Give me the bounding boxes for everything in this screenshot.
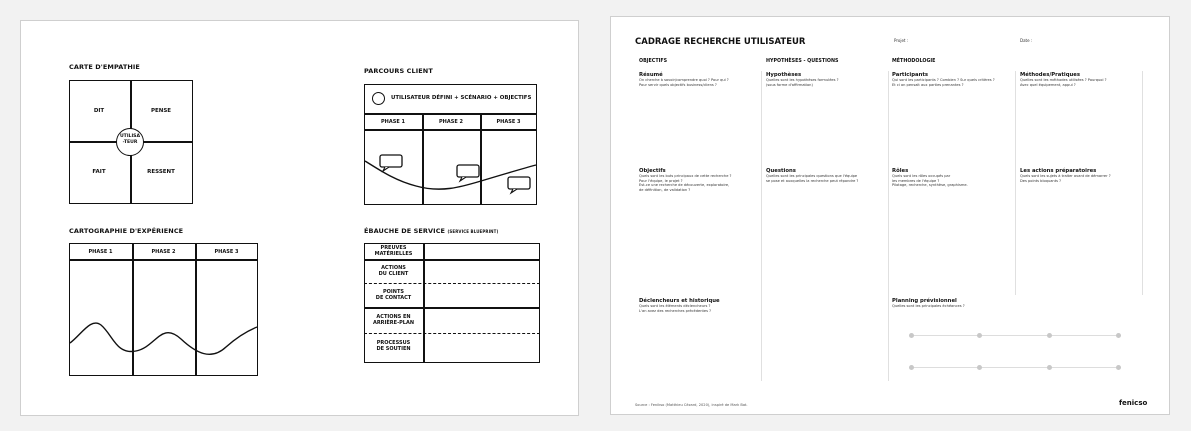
desc-line: Et ci on pensait aux parties prenantes ? (892, 82, 964, 87)
journey-title: PARCOURS CLIENT (364, 67, 433, 75)
row-label-line: DE SOUTIEN (376, 346, 411, 352)
section-participants (892, 72, 1012, 87)
empathy-pense: PENSE (150, 108, 172, 114)
row-label-line: DE CONTACT (375, 295, 412, 301)
desc-line: Des points bloquants ? (1020, 178, 1062, 183)
blueprint-row-backstage (364, 314, 423, 326)
section-desc (639, 304, 759, 313)
milestone-dot (909, 365, 914, 370)
desc-line: Qui sont les participants ? Combien ? Sur quels critères ? (892, 78, 995, 82)
row-label-line: DU CLIENT (378, 271, 409, 277)
grid-line (1015, 71, 1016, 295)
section-desc (766, 174, 886, 183)
desc-line: Avec quel équipement, appui ? (1020, 82, 1076, 87)
milestone-dot (1047, 333, 1052, 338)
column-methodologie: MÉTHODOLOGIE (892, 59, 936, 64)
section-title: Les actions préparatoires (1020, 168, 1097, 174)
desc-line: se pose et auxquelles la recherche peut répondre ? (766, 178, 859, 183)
experience-map-title: CARTOGRAPHIE D'EXPÉRIENCE (69, 227, 184, 235)
desc-line: Quelles sont les hypothèses formulées ? (766, 78, 839, 82)
section-desc (892, 78, 1012, 87)
section-title: Résumé (639, 72, 663, 78)
section-desc (1020, 174, 1145, 183)
section-actions (1020, 168, 1145, 183)
blueprint-row-support (364, 340, 423, 352)
section-desc (639, 174, 759, 192)
grid-line (761, 71, 762, 381)
section-declencheurs (639, 298, 759, 313)
blueprint-title-main: ÉBAUCHE DE SERVICE (364, 227, 446, 235)
section-desc (1020, 78, 1145, 87)
empathy-ressent: RESSENT (147, 169, 175, 175)
blueprint-row-physical-evidence (364, 245, 423, 257)
section-title: Questions (766, 168, 796, 174)
milestone-dot (977, 333, 982, 338)
section-methodes (1020, 72, 1145, 87)
desc-line: Quelles sont les principales questions que l'équipe (766, 174, 858, 178)
section-desc (639, 78, 759, 87)
section-objectifs (639, 168, 759, 192)
section-title: Participants (892, 72, 929, 78)
milestone-dot (977, 365, 982, 370)
journey-phase-2: PHASE 2 (439, 119, 463, 125)
desc-line: les membres de l'équipe ? (892, 178, 940, 183)
center-label-line-1: UTILISA (119, 134, 141, 139)
blueprint-row-touchpoints (364, 289, 423, 301)
blueprint-title-small: (SERVICE BLUEPRINT) (447, 229, 499, 234)
grid-line (888, 71, 889, 381)
desc-line: Quels sont les sujets à traiter avant de démarrer ? (1020, 174, 1111, 178)
blueprint-line-of-internal-interaction (364, 333, 540, 334)
milestone-dot (1116, 333, 1121, 338)
journey-header: UTILISATEUR DÉFINI + SCÉNARIO + OBJECTIFS (391, 95, 532, 101)
blueprint-title (364, 227, 498, 235)
desc-line: L'an avez des recherches précédentes ? (639, 308, 712, 313)
desc-line: Pour l'équipe, le projet ? (639, 178, 683, 183)
desc-line: Quelles sont les méthodes utilisées ? Pourquoi ? (1020, 78, 1107, 82)
row-label-line: ACTIONS EN (376, 314, 411, 320)
blueprint-row-customer-actions (364, 265, 423, 277)
section-title: Méthodes/Pratiques (1020, 72, 1081, 78)
row-label-line: ACTIONS (381, 265, 406, 271)
empathy-fait: FAIT (92, 169, 106, 175)
journey-phase-1: PHASE 1 (381, 119, 405, 125)
desc-line: Pilotage, recherche, synthèse, graphisme. (892, 183, 968, 188)
empathy-dit: DIT (93, 108, 105, 114)
desc-line: Quels sont les rôles occupés par (892, 174, 951, 178)
blueprint-label-divider (423, 243, 425, 363)
section-title: Hypothèses (766, 72, 802, 78)
research-framing-sheet (610, 16, 1170, 415)
row-label-line: ARRIÈRE-PLAN (372, 320, 415, 326)
desc-line: Quels sont les éléments déclencheurs ? (639, 304, 711, 308)
milestone-dot (1047, 365, 1052, 370)
column-objectifs: OBJECTIFS (639, 59, 668, 64)
row-label-line: MATÉRIELLES (374, 251, 413, 257)
row-label-line: POINTS (383, 289, 404, 295)
timeline-line-2 (913, 367, 1121, 368)
projet-field: Projet : (894, 38, 909, 43)
experience-phase-2: PHASE 2 (151, 249, 176, 255)
center-label-line-2: -TEUR (122, 139, 138, 145)
section-desc (892, 304, 1012, 309)
blueprint-line-of-interaction (364, 283, 540, 284)
desc-line: Quelles sont les principales échéances ? (892, 304, 965, 308)
blueprint-line-of-visibility (364, 307, 540, 309)
desc-line: de définition, de validation ? (639, 187, 691, 192)
section-title: Déclencheurs et historique (639, 298, 720, 304)
section-desc (892, 174, 1012, 188)
column-hypotheses: HYPOTHÈSES - QUESTIONS (766, 59, 839, 64)
row-label-line: PROCESSUS (376, 340, 411, 346)
desc-line: Est-ce une recherche de découverte, exploratoire, (639, 183, 730, 188)
experience-phase-3: PHASE 3 (214, 249, 239, 255)
journey-phase-3: PHASE 3 (496, 119, 521, 125)
section-resume (639, 72, 759, 87)
section-title: Objectifs (639, 168, 666, 174)
section-hypotheses (766, 72, 886, 87)
date-field: Date : (1020, 38, 1033, 43)
section-planning (892, 298, 1012, 309)
source-note: Source : Fenikso (Matthieu Cézard, 2020), inspiré de Mark Bat. (635, 403, 748, 407)
fenicso-logo: fenicso (1119, 399, 1148, 407)
section-roles (892, 168, 1012, 188)
section-questions (766, 168, 886, 183)
desc-line: On cherche à savoir/comprendre quoi ? Pour qui ? (639, 78, 729, 82)
row-label-line: PREUVES (380, 245, 407, 251)
desc-line: (sous forme d'affirmation) (766, 82, 813, 87)
section-title: Rôles (892, 168, 909, 174)
experience-phase-1: PHASE 1 (88, 249, 113, 255)
section-desc (766, 78, 886, 87)
sheet-title: CADRAGE RECHERCHE UTILISATEUR (635, 37, 806, 47)
blueprint-row-rule-1 (364, 259, 540, 261)
desc-line: Pour servir quels objectifs business/cliens ? (639, 82, 717, 87)
section-title: Planning prévisionnel (892, 298, 957, 304)
milestone-dot (1116, 365, 1121, 370)
empathy-map-title: CARTE D'EMPATHIE (69, 63, 140, 71)
timeline-line-1 (913, 335, 1121, 336)
ux-templates-sheet (20, 20, 579, 416)
milestone-dot (909, 333, 914, 338)
desc-line: Quels sont les buts principaux de cette recherche ? (639, 174, 732, 178)
